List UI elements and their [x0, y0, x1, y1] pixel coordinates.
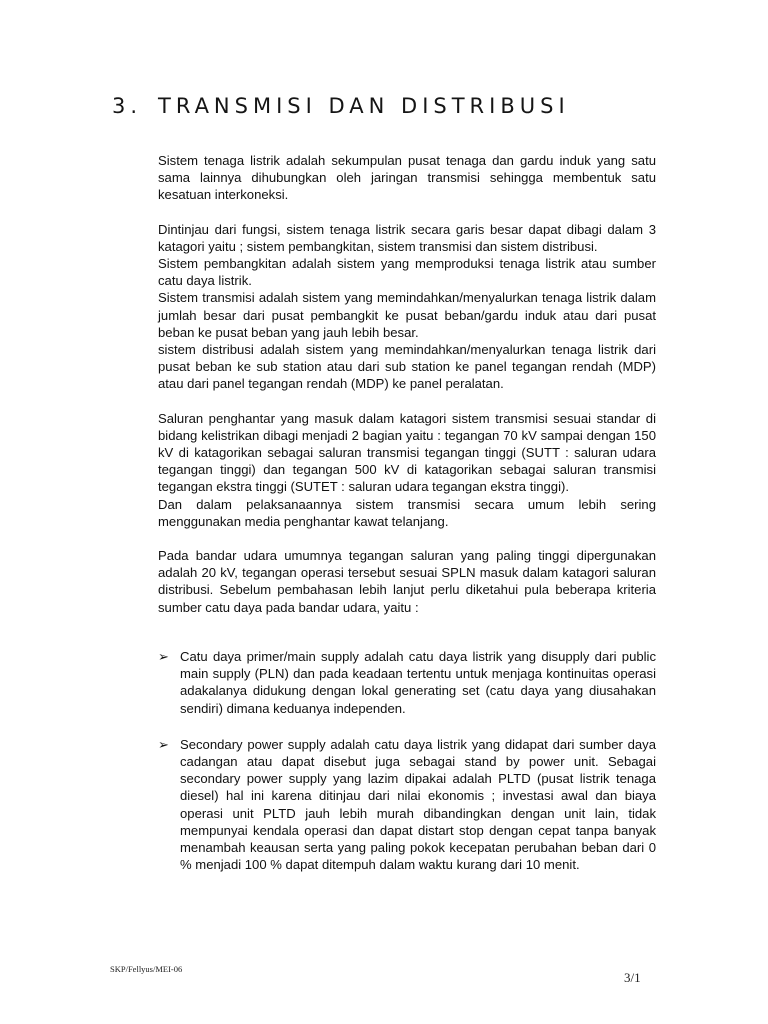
body-text — [158, 152, 656, 633]
paragraph-transmisi: Sistem transmisi adalah sistem yang memindahkan/menyalurkan tenaga listrik dalam jumlah besar dari pusat pembangkit ke pusat beban/gardu induk atau dari pusat beban ke pusat beban yang jauh lebih besar. — [158, 290, 656, 340]
bullet-text: Catu daya primer/main supply adalah catu daya listrik yang disupply dari public main supply (PLN) dan pada keadaan tertentu untuk menjaga kontinuitas operasi adakalanya didukung dengan lokal generating set (catu daya yang diusahakan sendiri) dimana keduanya independen. — [180, 649, 656, 716]
paragraph-bandar-udara: Pada bandar udara umumnya tegangan saluran yang paling tinggi dipergunakan adalah 20 kV, tegangan operasi tersebut sesuai SPLN masuk dalam katagori saluran distribusi. Sebelum pembahasan lebih lanjut perlu diketahui pula beberapa kriteria sumber catu daya pada bandar udara, yaitu : — [158, 548, 656, 615]
bullet-item-secondary-supply — [158, 736, 656, 874]
paragraph-pelaksanaan: Dan dalam pelaksanaannya sistem transmisi secara umum lebih sering menggunakan media penghantar kawat telanjang. — [158, 496, 656, 529]
arrowhead-bullet-icon: ➢ — [158, 736, 169, 752]
bullet-list — [158, 648, 656, 873]
section-title: TRANSMISI DAN DISTRIBUSI — [158, 94, 570, 118]
paragraph-saluran-penghantar: Saluran penghantar yang masuk dalam katagori sistem transmisi sesuai standar di bidang kelistrikan dibagi menjadi 2 bagian yaitu : tegangan 70 kV sampai dengan 150 kV di katagorikan sebagai saluran transmisi tegangan tinggi (SUTT : saluran udara tegangan tinggi) dan tegangan 500 kV di katagorikan sebagai saluran transmisi tegangan ekstra tinggi (SUTET : saluran udara tegangan ekstra tinggi). — [158, 410, 656, 495]
section-heading — [112, 94, 570, 118]
bullet-item-primary-supply — [158, 648, 656, 717]
paragraph-interkoneksi: Sistem tenaga listrik adalah sekumpulan pusat tenaga dan gardu induk yang satu sama lainnya dihubungkan oleh jaringan transmisi sehingga membentuk satu kesatuan interkoneksi. — [158, 153, 656, 203]
footer-document-code: SKP/Fellyus/MEI-06 — [110, 964, 183, 974]
footer-page-number: 3/1 — [624, 970, 641, 985]
arrowhead-bullet-icon: ➢ — [158, 649, 169, 664]
paragraph-distribusi: sistem distribusi adalah sistem yang memindahkan/menyalurkan tenaga listrik dari pusat beban ke sub station atau dari sub station ke panel tegangan rendah (MDP) atau dari panel tegangan rendah (MDP) ke panel peralatan. — [158, 342, 656, 392]
paragraph-pembangkitan: Sistem pembangkitan adalah sistem yang memproduksi tenaga listrik atau sumber catu daya listrik. — [158, 256, 656, 289]
bullet-text: Secondary power supply adalah catu daya listrik yang didapat dari sumber daya cadangan atau dapat disebut juga sebagai stand by power unit. Sebagai secondary power supply yang lazim dipakai adalah PLTD (pusat listrik tenaga diesel) hal ini karena ditinjau dari nilai ekonomis ; investasi awal dan biaya operasi unit PLTD jauh lebih murah dibandingkan dengan unit lain, tidak mempunyai kendala operasi dan dapat distart stop dengan cepat tanpa banyak menambah keausan serta yang paling pokok kecepatan perubahan beban dari 0 % menjadi 100 % dapat ditempuh dalam waktu kurang dari 10 menit. — [180, 736, 656, 873]
section-number: 3. — [112, 94, 143, 118]
paragraph-fungsi: Dintinjau dari fungsi, sistem tenaga listrik secara garis besar dapat dibagi dalam 3 katagori yaitu ; sistem pembangkitan, sistem transmisi dan sistem distribusi. — [158, 221, 656, 254]
